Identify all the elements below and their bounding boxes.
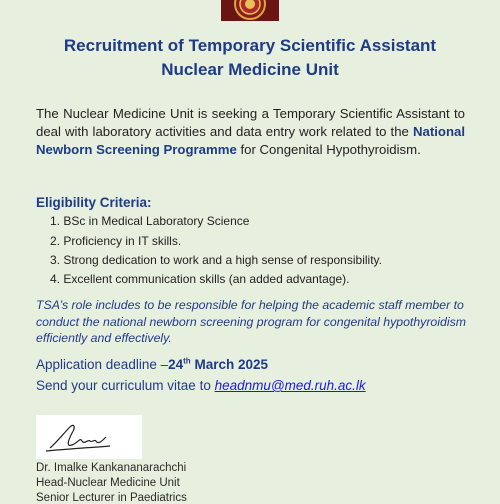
signer-name: Dr. Imalke Kankananarachchi — [36, 462, 187, 474]
eligibility-item: 2. Proficiency in IT skills. — [50, 234, 182, 248]
signer-title: Senior Lecturer in Paediatrics — [36, 492, 187, 504]
send-cv-line — [36, 378, 366, 393]
role-note: TSA’s role includes to be responsible for helping the academic staff member to conduct the national newborn screening program for congenital hypothyroidism efficiently and effectively. — [36, 298, 466, 345]
eligibility-heading: Eligibility Criteria: — [36, 195, 152, 210]
intro-text: The Nuclear Medicine Unit is seeking a Temporary Scientific Assistant to deal with laboratory activities and data entry work related to the — [36, 106, 465, 139]
page-title: Recruitment of Temporary Scientific Assistant — [63, 36, 437, 55]
deadline-label: Application deadline – — [36, 357, 169, 372]
eligibility-item: 1. BSc in Medical Laboratory Science — [50, 214, 250, 228]
email-link[interactable]: headnmu@med.ruh.ac.lk — [214, 378, 366, 393]
signature-graphic — [36, 415, 142, 459]
programme-name: National Newborn Screening Programme — [36, 124, 465, 157]
signer-position: Head-Nuclear Medicine Unit — [36, 477, 180, 489]
signature-image — [36, 415, 142, 459]
deadline-date: 24th March 2025 — [168, 356, 268, 372]
application-deadline — [36, 357, 268, 372]
eligibility-item: 4. Excellent communication skills (an added advantage). — [50, 272, 350, 286]
intro-text-end: for Congenital Hypothyroidism. — [236, 142, 421, 157]
eligibility-item: 3. Strong dedication to work and a high sense of responsibility. — [50, 253, 382, 267]
unit-title: Nuclear Medicine Unit — [161, 60, 339, 79]
intro-paragraph — [36, 105, 465, 159]
university-logo — [221, 0, 279, 21]
eligibility-list — [50, 214, 382, 291]
send-label: Send your curriculum vitae to — [36, 378, 215, 393]
